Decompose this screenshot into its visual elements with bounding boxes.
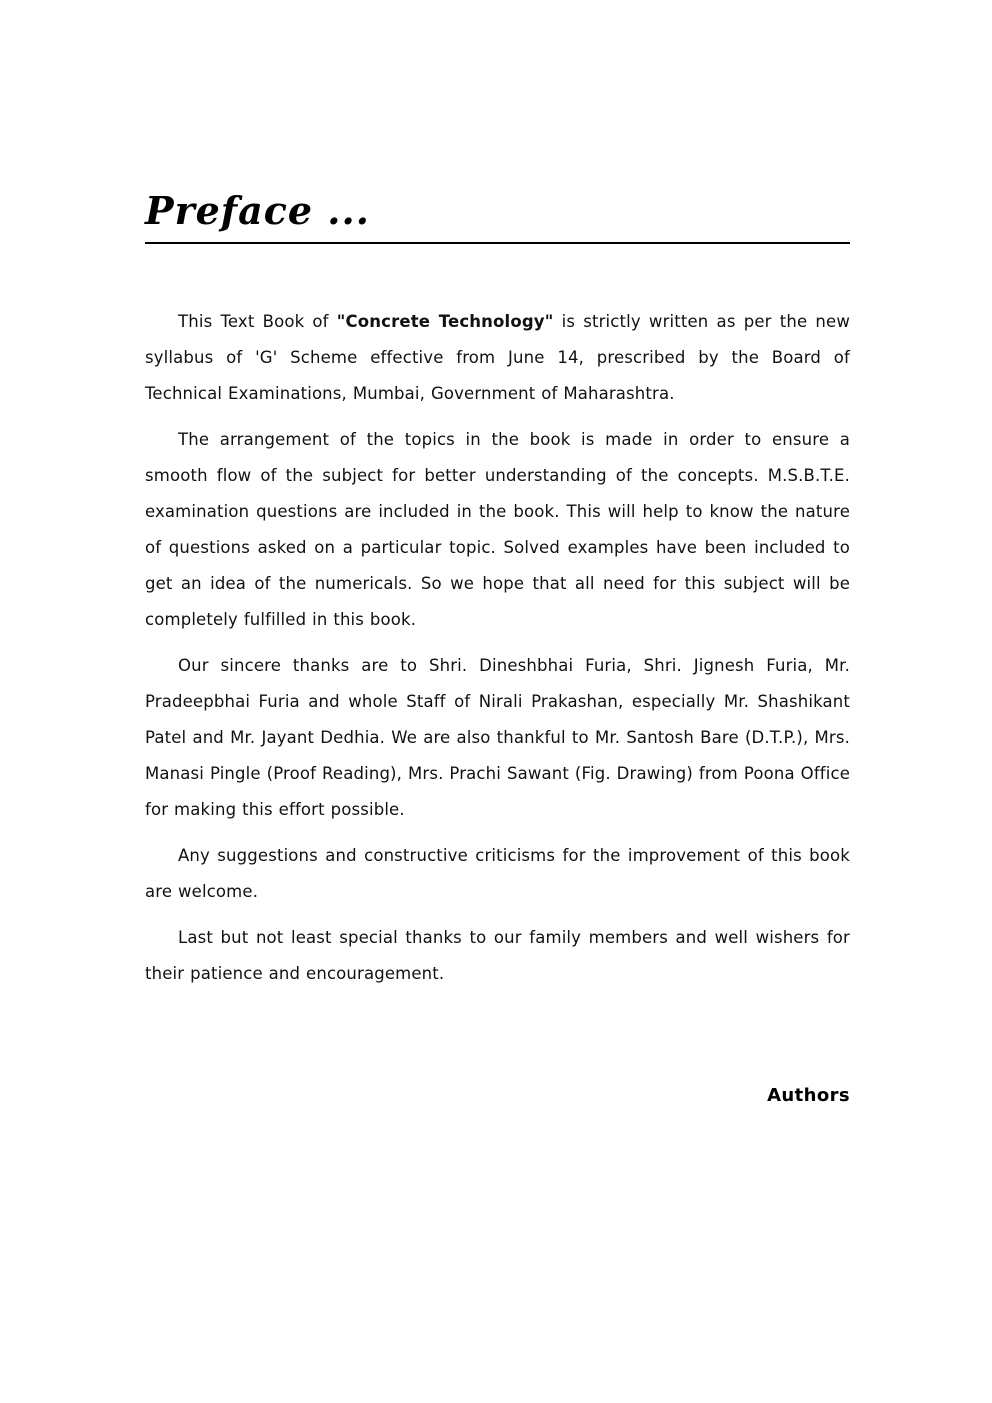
page-title: Preface ... bbox=[145, 188, 370, 233]
paragraph-3: Our sincere thanks are to Shri. Dineshbhai Furia, Shri. Jignesh Furia, Mr. Pradeepbhai Furia and whole Staff of Nirali Prakashan, especially Mr. Shashikant Patel and Mr. Jayant Dedhia. We are also thankful to Mr. Santosh Bare (D.T.P.), Mrs. Manasi Pingle (Proof Reading), Mrs. Prachi Sawant (Fig. Drawing) from Poona Office for making this effort possible. bbox=[145, 655, 850, 819]
paragraph-1-rest: is strictly written as per the new syllabus of 'G' Scheme effective from June 14, prescribed by the Board of Technical Examinations, Mumbai, Government of Maharashtra. bbox=[145, 311, 850, 403]
paragraph-2: The arrangement of the topics in the book is made in order to ensure a smooth flow of the subject for better understanding of the concepts. M.S.B.T.E. examination questions are included in the book. This will help to know the nature of questions asked on a particular topic. Solved examples have been included to get an idea of the numericals. So we hope that all need for this subject will be completely fulfilled in this book. bbox=[145, 429, 850, 629]
paragraph-4: Any suggestions and constructive criticisms for the improvement of this book are welcome. bbox=[145, 845, 850, 901]
book-title-emphasis: "Concrete Technology" bbox=[336, 311, 554, 331]
paragraph-5: Last but not least special thanks to our family members and well wishers for their patience and encouragement. bbox=[145, 927, 850, 983]
paragraph-1 bbox=[145, 304, 850, 412]
title-divider bbox=[145, 242, 850, 244]
paragraph-1-lead: This Text Book of bbox=[178, 311, 337, 331]
signature-authors: Authors bbox=[767, 1085, 850, 1106]
preface-section bbox=[145, 190, 850, 992]
